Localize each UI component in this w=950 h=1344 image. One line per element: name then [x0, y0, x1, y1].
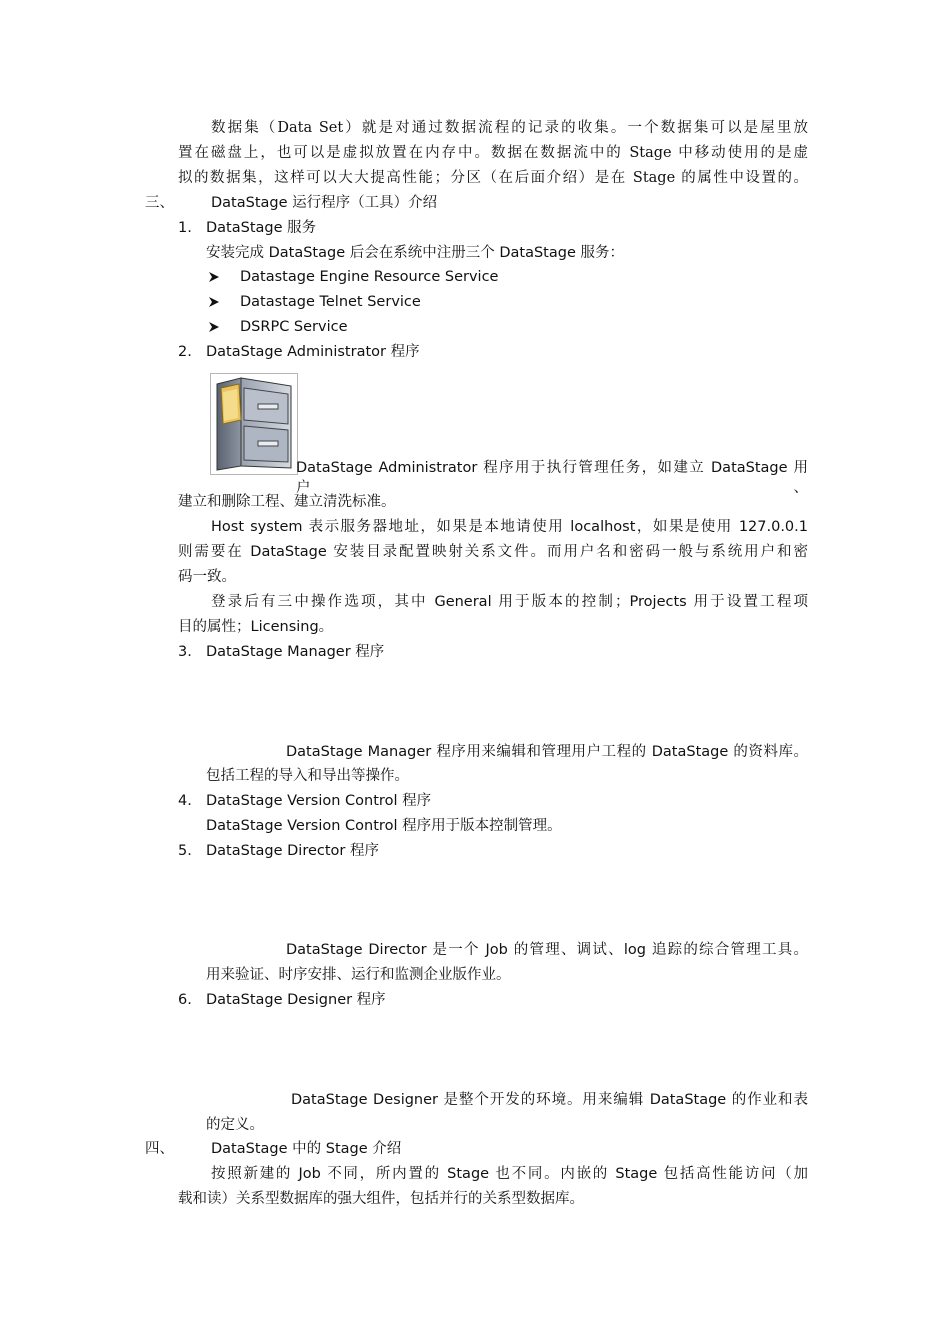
section-title: DataStage 中的 Stage 介绍 [211, 1141, 402, 1157]
paragraph-line: 则需要在 DataStage 安装目录配置映射关系文件。而用户名和密码一般与系统用户和密 [178, 544, 808, 560]
list-item-title: DataStage Designer 程序 [206, 992, 386, 1008]
service-item: Datastage Telnet Service [240, 294, 421, 310]
paragraph-line: 用来验证、时序安排、运行和监测企业版作业。 [206, 967, 511, 983]
paragraph-line: 建立和删除工程、建立清洗标准。 [178, 494, 396, 510]
list-number: 4. [178, 793, 192, 809]
list-item-title: DataStage Version Control 程序 [206, 793, 432, 809]
list-number: 2. [178, 344, 192, 360]
section-number: 三、 [145, 195, 174, 211]
paragraph-line: 安装完成 DataStage 后会在系统中注册三个 DataStage 服务： [206, 245, 624, 261]
paragraph-line: DataStage Version Control 程序用于版本控制管理。 [206, 818, 562, 834]
list-number: 1. [178, 220, 192, 236]
paragraph-line: 登录后有三中操作选项，其中 General 用于版本的控制；Projects 用于设置工程项 [211, 594, 808, 610]
list-number: 3. [178, 644, 192, 660]
paragraph-line: 目的属性；Licensing。 [178, 619, 334, 635]
service-item: Datastage Engine Resource Service [240, 269, 499, 285]
paragraph-line: 拟的数据集，这样可以大大提高性能；分区（在后面介绍）是在 Stage 的属性中设置的。 [178, 170, 808, 186]
list-item-title: DataStage 服务 [206, 220, 317, 236]
paragraph-line: DataStage Director 是一个 Job 的管理、调试、log 追踪的综合管理工具。 [286, 942, 808, 958]
list-number: 6. [178, 992, 192, 1008]
paragraph-line: DataStage Manager 程序用来编辑和管理用户工程的 DataStage 的资料库。 [286, 744, 808, 760]
paragraph-line: 数据集（Data Set）就是对通过数据流程的记录的收集。一个数据集可以是屋里放 [211, 120, 808, 136]
paragraph-line: DataStage Designer 是整个开发的环境。用来编辑 DataStage 的作业和表 [291, 1092, 808, 1108]
service-item: DSRPC Service [240, 319, 348, 335]
list-number: 5. [178, 843, 192, 859]
paragraph-line: 包括工程的导入和导出等操作。 [206, 768, 409, 784]
paragraph-line: 置在磁盘上，也可以是虚拟放置在内存中。数据在数据流中的 Stage 中移动使用的是虚 [178, 145, 808, 161]
arrow-bullet-icon [207, 295, 221, 309]
list-item-title: DataStage Director 程序 [206, 843, 379, 859]
paragraph-line: 的定义。 [206, 1117, 264, 1133]
paragraph-line: DataStage Administrator 程序用于执行管理任务，如建立 DataStage 用户、 [296, 460, 808, 496]
list-item-title: DataStage Manager 程序 [206, 644, 385, 660]
paragraph-line: 码一致。 [178, 569, 236, 585]
paragraph-line: Host system 表示服务器地址，如果是本地请使用 localhost，如果是使用 127.0.0.1 [211, 519, 808, 535]
file-cabinet-icon [210, 373, 298, 475]
section-number: 四、 [145, 1141, 174, 1157]
paragraph-line: 按照新建的 Job 不同，所内置的 Stage 也不同。内嵌的 Stage 包括高性能访问（加 [211, 1166, 808, 1182]
list-item-title: DataStage Administrator 程序 [206, 344, 420, 360]
arrow-bullet-icon [207, 320, 221, 334]
arrow-bullet-icon [207, 270, 221, 284]
paragraph-line: 载和读）关系型数据库的强大组件，包括并行的关系型数据库。 [178, 1191, 584, 1207]
section-title: DataStage 运行程序（工具）介绍 [211, 195, 438, 211]
